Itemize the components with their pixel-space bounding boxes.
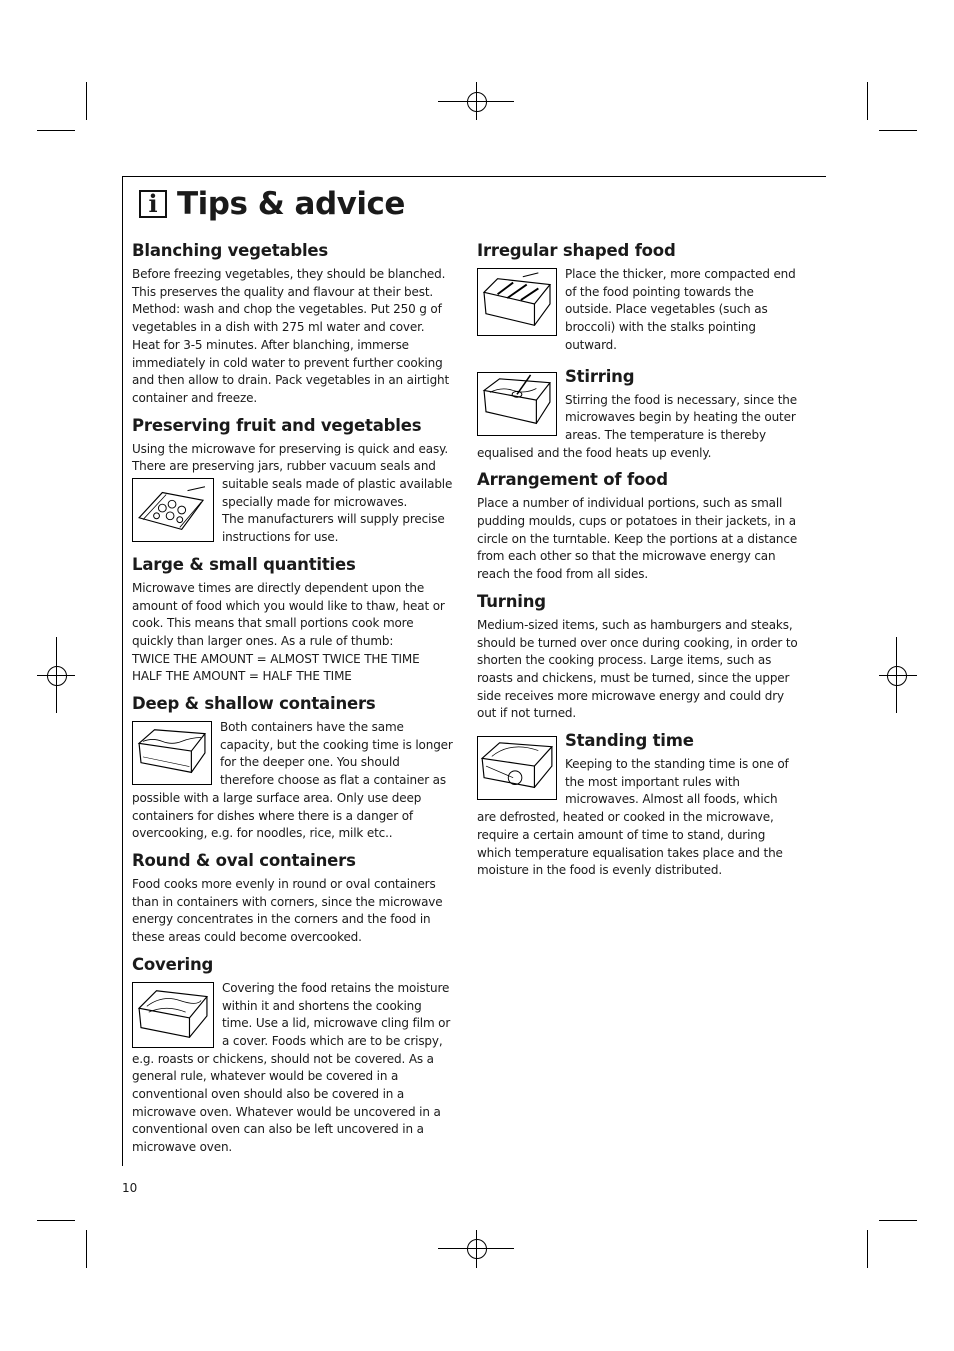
crop-mark xyxy=(867,82,868,120)
header-rule xyxy=(122,176,826,177)
section-heading: Turning xyxy=(477,591,546,611)
registration-mark xyxy=(476,82,477,120)
margin-rule xyxy=(122,176,123,1166)
section-irregular xyxy=(477,240,799,362)
section-preserving xyxy=(132,415,454,554)
crop-mark xyxy=(37,130,75,131)
shallow-dish-icon xyxy=(132,721,212,785)
vegetables-tray-icon xyxy=(132,478,214,542)
section-stirring xyxy=(477,366,799,470)
section-quantities xyxy=(132,554,454,686)
section-text: Medium-sized items, such as hamburgers and steaks, should be turned over once during cooking, in order to shorten the cooking process. Large items, such as roasts and chickens, must be turned, since the upper side receives more microwave energy and could dry out if not turned. xyxy=(477,617,798,721)
section-covering xyxy=(132,954,454,1164)
section-heading: Preserving fruit and vegetables xyxy=(132,415,422,435)
left-column xyxy=(132,240,454,1164)
section-heading: Large & small quantities xyxy=(132,554,356,574)
stirring-dish-icon xyxy=(477,372,557,436)
registration-mark xyxy=(47,666,67,686)
section-text xyxy=(132,580,454,686)
section-text: Place a number of individual portions, such as small pudding moulds, cups or potatoes in their jackets, in a circle on the turntable. Keep the portions at a distance from each other so that the microwave energy can reach the food from all sides. xyxy=(477,496,798,582)
section-text: suitable seals made of plastic available specially made for microwaves. xyxy=(222,477,453,509)
page-title: Tips & advice xyxy=(177,186,405,222)
page-number: 10 xyxy=(122,1181,138,1195)
section-turning xyxy=(477,591,799,723)
section-heading: Round & oval containers xyxy=(132,850,356,870)
crop-mark xyxy=(867,1230,868,1268)
registration-mark xyxy=(896,637,897,713)
registration-mark xyxy=(56,637,57,713)
crop-mark xyxy=(37,1220,75,1221)
section-heading: Blanching vegetables xyxy=(132,241,329,260)
covered-dish-icon xyxy=(132,982,214,1048)
crop-mark xyxy=(86,1230,87,1268)
section-text: Both containers have the same capacity, but the cooking time is longer for the deeper one. You should therefore choose as flat a container as possible with a large surface area. Only use deep containers for dishes where there is a danger of overcooking, e.g. for noodles, rice, milk etc.. xyxy=(132,720,453,841)
rule-text: HALF THE AMOUNT = HALF THE TIME xyxy=(132,669,352,684)
section-containers xyxy=(132,693,454,850)
section-heading: Standing time xyxy=(565,731,694,751)
section-blanching xyxy=(132,240,454,408)
section-text: Food cooks more evenly in round or oval containers than in containers with corners, since the microwave energy concentrates in the corners and the food in these areas could become overcooked. xyxy=(132,876,443,945)
crop-mark xyxy=(879,1220,917,1221)
crop-mark xyxy=(879,130,917,131)
section-text: Keeping to the standing time is one of the most important rules with microwaves. Almost all foods, which are defrosted, heated or cooked in the microwave, require a certain amount of time to stand, during which temperature equalisation takes place and the moisture in the food is evenly distributed. xyxy=(477,757,789,878)
section-heading: Stirring xyxy=(565,366,635,386)
section-arrangement xyxy=(477,469,799,584)
section-heading: Arrangement of food xyxy=(477,470,668,490)
registration-mark xyxy=(476,1230,477,1268)
section-round-oval xyxy=(132,850,454,947)
registration-mark xyxy=(467,92,487,112)
registration-mark xyxy=(467,1239,487,1259)
irregular-food-dish-icon xyxy=(477,268,557,336)
standing-dish-icon xyxy=(477,736,557,800)
crop-mark xyxy=(86,82,87,120)
section-heading: Covering xyxy=(132,954,214,974)
section-heading: Irregular shaped food xyxy=(477,241,676,260)
section-text: Before freezing vegetables, they should be blanched. This preserves the quality and flavour at their best. Method: wash and chop the vegetables. Put 250 g of vegetables in a dish with 275 ml water and cover. Heat for 3-5 minutes. After blanching, immerse immediately in cold water to prevent further cooking and then allow to drain. Pack vegetables in an airtight container and freeze. xyxy=(132,267,450,405)
section-text: Covering the food retains the moisture within it and shortens the cooking time. Use a lid, microwave cling film or a cover. Foods which are to be crispy, e.g. roasts or chickens, should not be covered. As a general rule, whatever would be covered in a conventional oven should also be covered in a microwave oven. Whatever would be uncovered in a conventional oven can also be left uncovered in a microwave oven. xyxy=(132,980,451,1155)
rule-text: TWICE THE AMOUNT = ALMOST TWICE THE TIME xyxy=(132,651,420,666)
registration-mark xyxy=(887,666,907,686)
section-text: The manufacturers will supply precise instructions for use. xyxy=(222,512,445,545)
section-text: Place the thicker, more compacted end of the food pointing towards the outside. Place vegetables (such as broccoli) with the stalks pointing outward. xyxy=(565,267,796,352)
section-text: Stirring the food is necessary, since the microwaves begin by heating the outer areas. The temperature is thereby equalised and the food heats up evenly. xyxy=(477,392,797,460)
section-heading: Deep & shallow containers xyxy=(132,694,376,714)
section-standing xyxy=(477,730,799,887)
page-header xyxy=(139,186,405,222)
info-icon: i xyxy=(139,190,167,218)
right-column xyxy=(477,240,799,887)
section-text: Microwave times are directly dependent upon the amount of food which you would like to thaw, heat or cook. This means that small portions cook more quickly than larger ones. As a rule of thumb: xyxy=(132,580,445,648)
section-text: Using the microwave for preserving is quick and easy. There are preserving jars, rubber vacuum seals and xyxy=(132,441,448,474)
registration-mark xyxy=(879,675,917,676)
